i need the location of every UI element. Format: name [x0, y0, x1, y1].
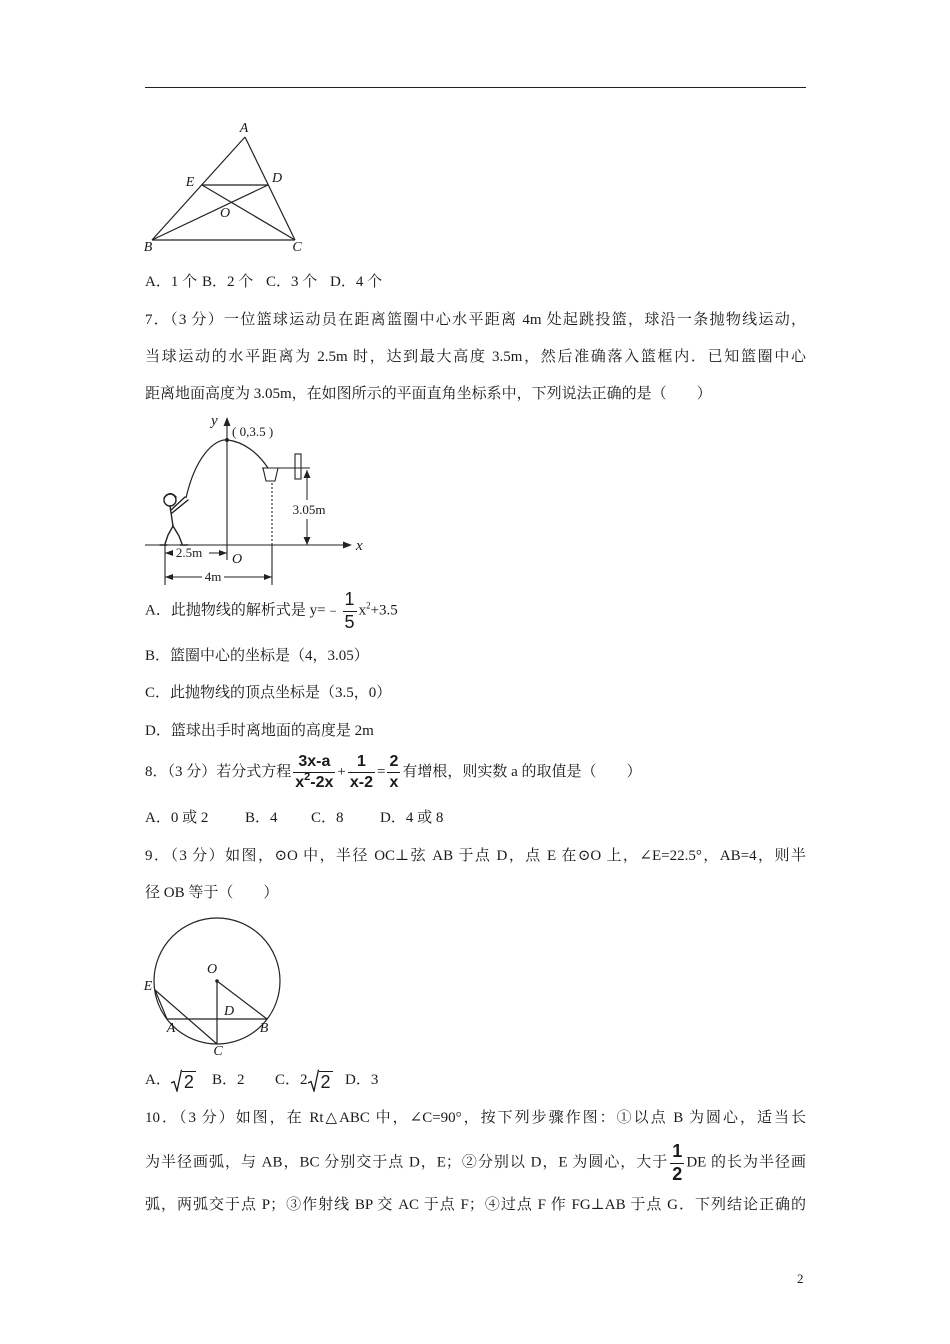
side-ab [152, 137, 245, 240]
q8-stem-end: 有增根，则实数 a 的取值是（ ） [402, 764, 642, 780]
q8-fraction-2-bar [348, 772, 375, 773]
label-e: E [143, 979, 153, 994]
circle-figure [140, 910, 285, 1058]
header-rule [145, 87, 806, 88]
triangle-labels [144, 121, 303, 255]
q9-option-a-label: A． [145, 1072, 171, 1088]
label-b: B [259, 1021, 269, 1036]
hoop-net [263, 468, 278, 481]
full-distance-arrow-left [165, 574, 173, 580]
player-figure [160, 494, 188, 545]
q9-option-c-label: C．2 [275, 1072, 308, 1088]
q9-stem-line-2: 径 OB 等于（ ） [145, 885, 279, 901]
q8-fraction-1-bar [293, 772, 335, 773]
label-a: A [166, 1021, 176, 1036]
q9-option-a [145, 1068, 196, 1092]
q10-stem-line-2 [145, 1142, 806, 1185]
segment-bd [152, 185, 268, 240]
q8-den-exponent: 2 [304, 771, 311, 784]
center-point-o [215, 979, 219, 983]
q8-den-rest: -2x [310, 774, 334, 792]
q8-plus-sign: + [337, 764, 346, 780]
fraction-one-half [670, 1142, 684, 1185]
basketball-figure [140, 412, 365, 588]
q8-stem-start: 8．（3 分）若分式方程 [145, 764, 292, 780]
full-distance-arrow-right [264, 574, 272, 580]
constant-term: +3.5 [370, 602, 398, 619]
player-leg-right [173, 526, 182, 544]
q8-option-c: C．8 [311, 810, 344, 826]
triangle-lines [152, 137, 295, 240]
q7-option-a-text: A．此抛物线的解析式是 y=﹣ [145, 602, 341, 619]
label-o: O [219, 206, 231, 221]
fraction-denominator: 5 [344, 611, 355, 632]
y-axis-arrowhead [224, 417, 231, 426]
radical-sign-icon [171, 1069, 182, 1092]
radicand: 2 [320, 1072, 331, 1093]
page-number: 2 [797, 1271, 804, 1286]
origin-label: O [232, 552, 243, 567]
height-label: 3.05m [292, 502, 326, 517]
segment-ea [155, 990, 167, 1019]
radical-sign-icon [308, 1069, 319, 1092]
vertex-label: ( 0,3.5 ) [232, 424, 274, 439]
q7-option-c: C．此抛物线的顶点坐标是（3.5，0） [145, 685, 392, 701]
q8-option-b: B．4 [245, 810, 278, 826]
q6-option-b: B．2 个 [202, 274, 254, 290]
q7-stem-line-1: 7．（3 分）一位篮球运动员在距离篮圈中心水平距离 4m 处起跳投篮，球沿一条抛物线运动， [145, 312, 806, 328]
q9-stem-line-1: 9．（3 分）如图，⊙O 中，半径 OC⊥弦 AB 于点 D，点 E 在⊙O 上，∠E=22.5°，AB=4，则半 [145, 848, 806, 864]
label-d: D [223, 1004, 235, 1019]
q9-option-b: B．2 [212, 1072, 245, 1088]
sqrt-two [171, 1069, 196, 1092]
q8-den-variable: x [295, 774, 305, 792]
q8-fraction-3-bar [387, 772, 400, 773]
q8-fraction-1-numerator: 3x-a [298, 753, 331, 771]
q8-stem [145, 752, 806, 792]
label-c: C [213, 1044, 223, 1059]
sqrt-two [308, 1069, 333, 1092]
q9-option-c [275, 1068, 333, 1092]
height-arrow-up [304, 470, 311, 478]
exponent-two: 2 [366, 600, 371, 611]
half-distance-arrow-right [219, 550, 227, 556]
q7-stem-line-2: 当球运动的水平距离为 2.5m 时，达到最大高度 3.5m，然后准确落入篮框内．已知篮圈中心 [145, 349, 806, 365]
half-distance-label: 2.5m [175, 545, 203, 560]
vertex-point [225, 438, 229, 442]
q8-equals-sign: = [377, 764, 386, 780]
q7-option-b: B．篮圈中心的坐标是（4，3.05） [145, 648, 369, 664]
x-axis-arrowhead [343, 542, 352, 549]
fraction-numerator: 1 [344, 589, 355, 609]
q8-option-a: A．0 或 2 [145, 810, 209, 826]
q6-option-a: A．1 个 [145, 274, 198, 290]
label-b: B [143, 240, 153, 255]
q8-fraction-1 [293, 753, 335, 791]
q7-option-d: D．篮球出手时离地面的高度是 2m [145, 723, 374, 739]
label-o: O [206, 962, 218, 977]
label-c: C [292, 240, 302, 255]
q8-fraction-1-denominator [293, 771, 335, 792]
q7-option-a [145, 590, 806, 633]
height-arrow-down [304, 537, 311, 545]
triangle-figure [138, 118, 310, 258]
half-distance-arrow-left [165, 550, 173, 556]
q7-stem-line-3: 距离地面高度为 3.05m，在如图所示的平面直角坐标系中，下列说法正确的是（ ） [145, 386, 712, 402]
label-d: D [271, 171, 283, 186]
label-e: E [185, 175, 195, 190]
axes [145, 420, 350, 560]
fraction-one-fifth [343, 590, 357, 633]
q10-stem-line-1: 10．（3 分）如图，在 Rt△ABC 中，∠C=90°，按下列步骤作图：①以点 B 为圆心，适当长 [145, 1110, 806, 1126]
q6-option-d: D．4 个 [330, 274, 383, 290]
variable-x: x [358, 602, 367, 619]
fraction-denominator: 2 [672, 1163, 683, 1184]
q8-fraction-3-denominator: x [389, 774, 399, 792]
player-leg-left [165, 526, 173, 544]
radicand: 2 [183, 1072, 194, 1093]
q8-fraction-2 [348, 753, 375, 791]
q6-option-c: C．3 个 [266, 274, 318, 290]
q9-option-d: D．3 [345, 1072, 379, 1088]
x-axis-label: x [356, 538, 363, 554]
q8-fraction-3-numerator: 2 [389, 753, 399, 771]
q10-stem-line-3: 弧，两弧交于点 P；③作射线 BP 交 AC 于点 F；④过点 F 作 FG⊥AB 于点 G．下列结论正确的 [145, 1197, 806, 1213]
q10-line-2-end: DE 的长为半径画 [686, 1154, 807, 1171]
fraction-numerator: 1 [672, 1141, 683, 1161]
y-axis-label: y [211, 413, 218, 429]
q10-line-2-start: 为半径画弧，与 AB，BC 分别交于点 D，E；②分别以 D，E 为圆心，大于 [145, 1154, 669, 1171]
q8-fraction-2-numerator: 1 [357, 753, 366, 771]
q8-option-d: D．4 或 8 [380, 810, 444, 826]
q8-fraction-2-denominator: x-2 [349, 774, 374, 792]
label-a: A [239, 121, 249, 136]
full-distance-label: 4m [204, 569, 222, 584]
backboard [295, 454, 301, 479]
q8-fraction-3 [387, 753, 400, 791]
